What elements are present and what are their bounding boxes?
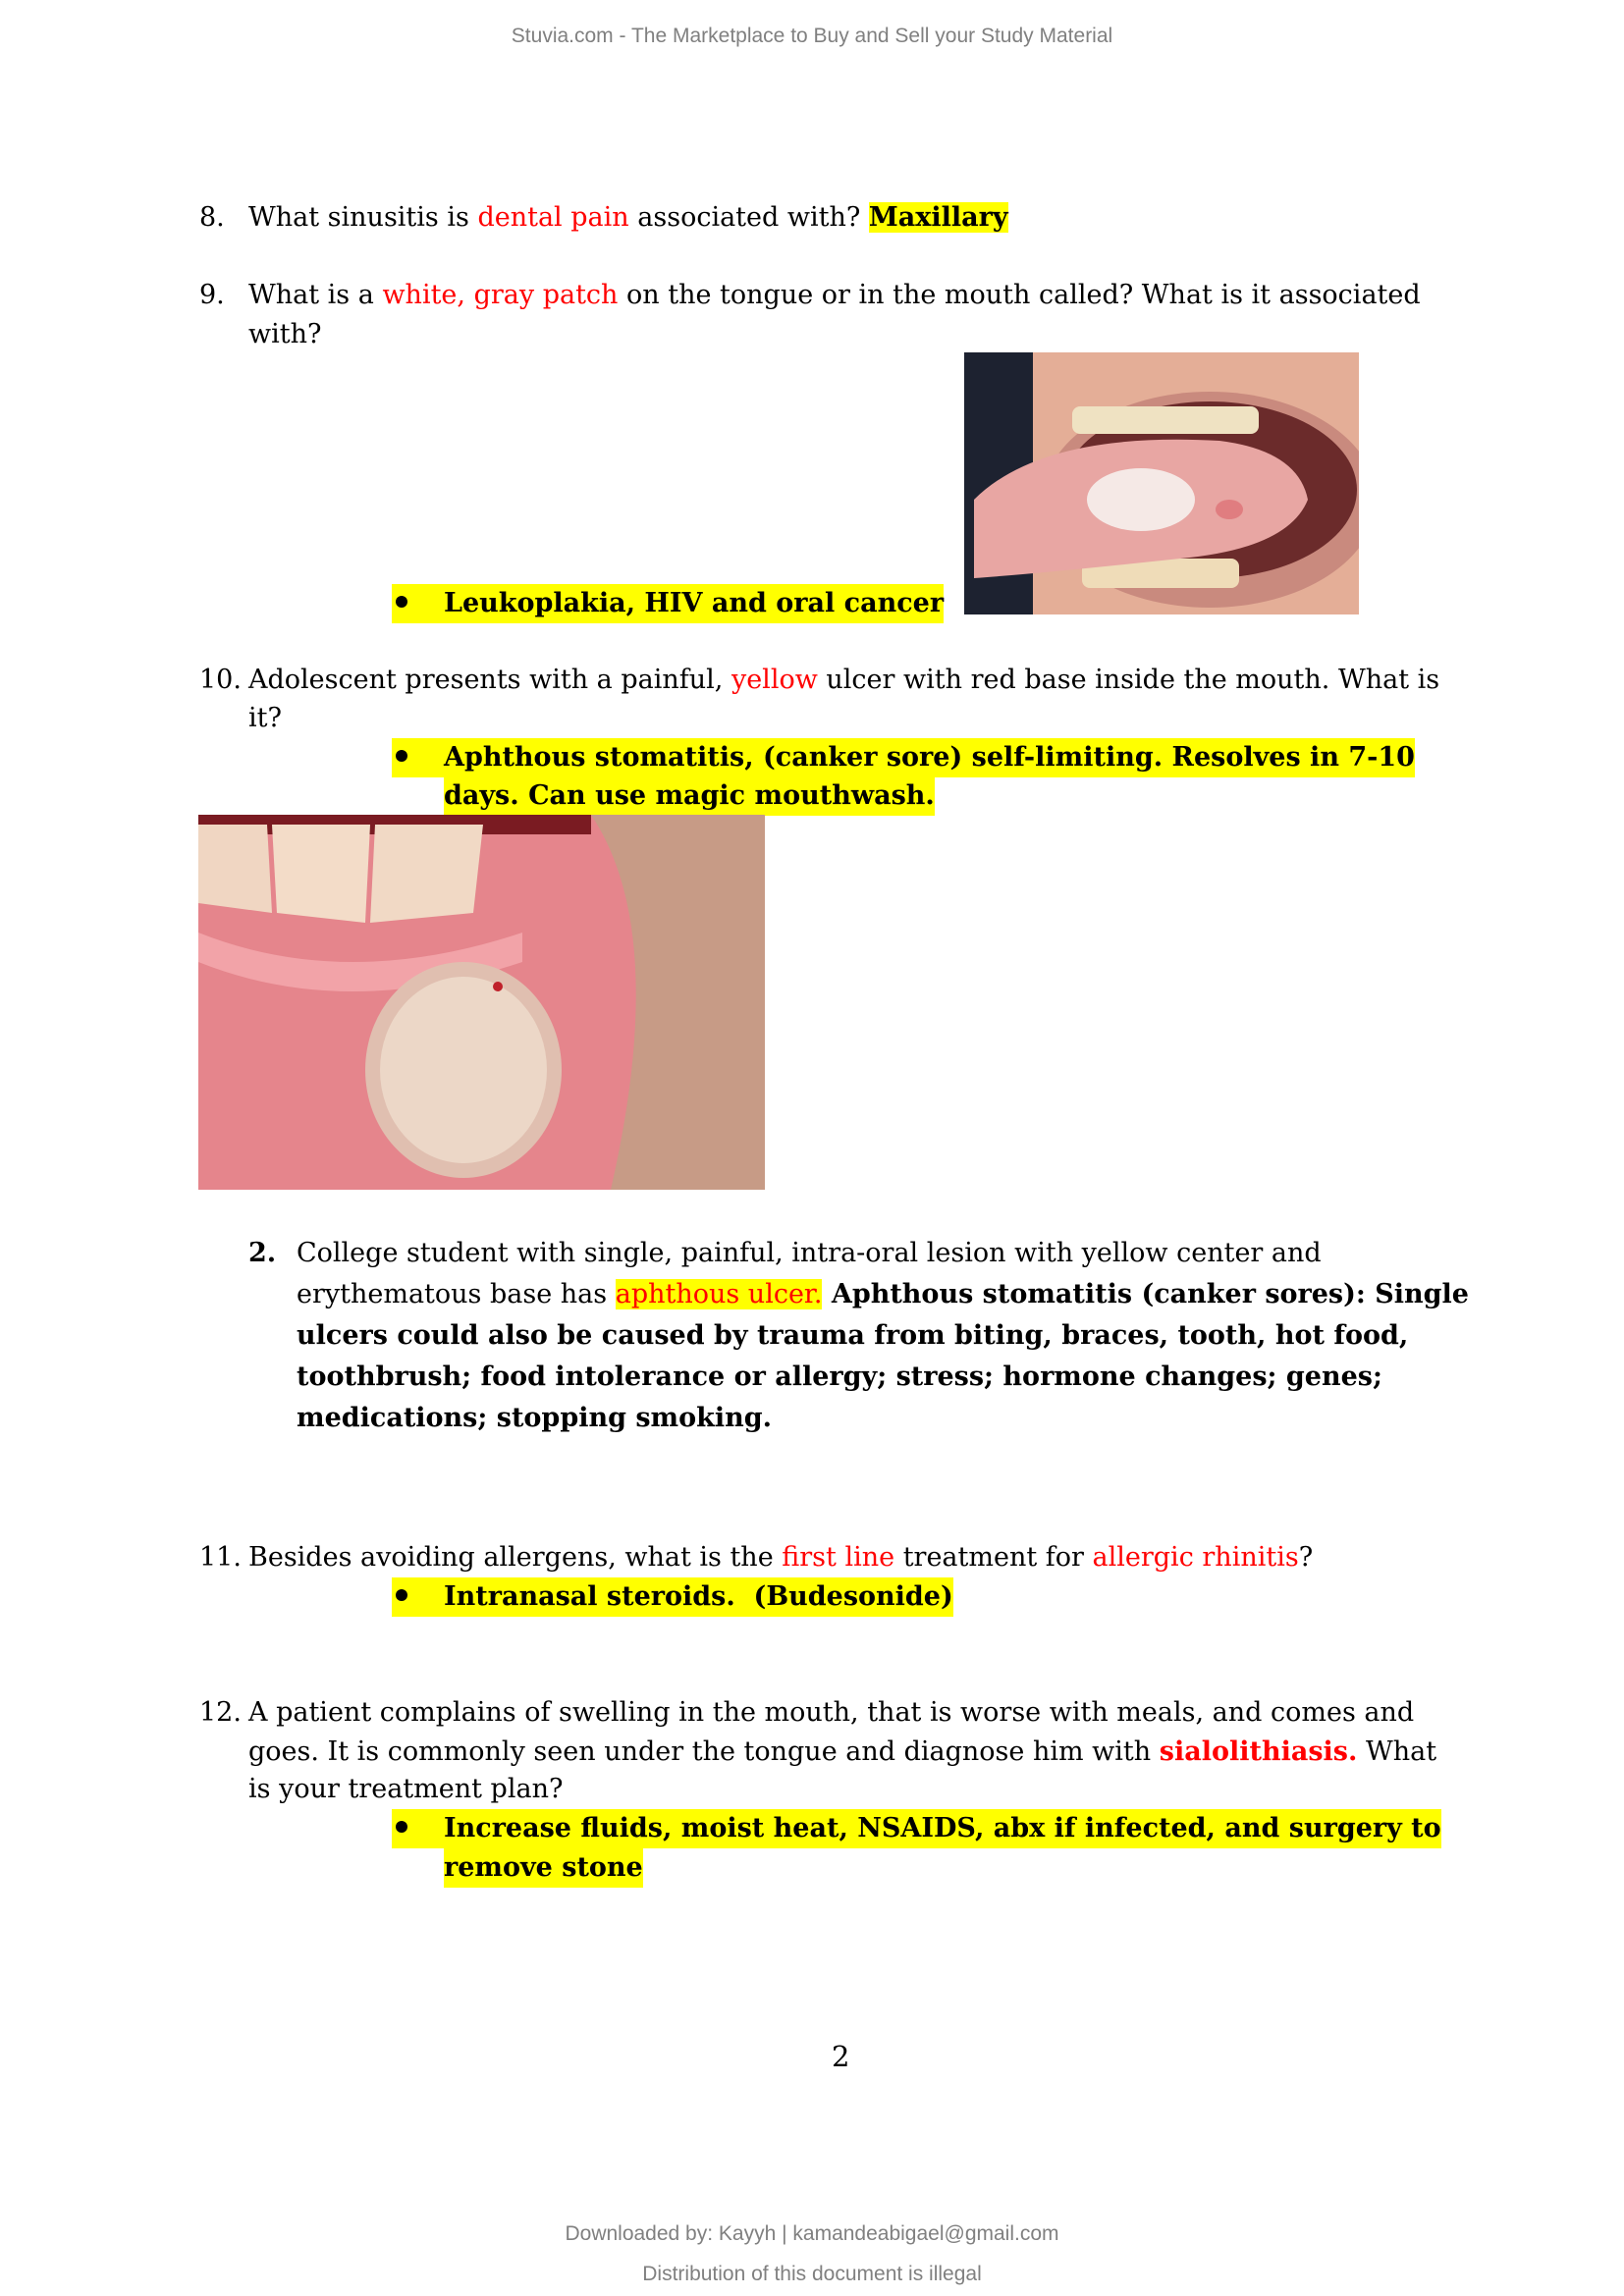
answer-11: Intranasal steroids. (Budesonide) [444, 1577, 953, 1617]
bullet-icon [396, 596, 407, 608]
bullet-icon [396, 1589, 407, 1601]
question-number: 8. [199, 202, 225, 233]
keyword: sialolithiasis. [1159, 1736, 1358, 1767]
bullet-icon [396, 750, 407, 762]
question-8 [248, 198, 1008, 238]
answer: Maxillary [868, 202, 1008, 233]
question-10-line2: it? [248, 703, 282, 733]
question-10 [248, 661, 1439, 700]
question-11 [248, 1538, 1313, 1577]
answer: Aphthous stomatitis (canker sores): Single [822, 1279, 1469, 1309]
question-text: on the tongue or in the mouth called? What is it associated [618, 280, 1421, 310]
answer-10-line1: Aphthous stomatitis, (canker sore) self-limiting. Resolves in 7-10 [444, 738, 1415, 777]
tongue-image-icon [964, 352, 1359, 614]
question-text: associated with? [628, 202, 869, 233]
page-header: Stuvia.com - The Marketplace to Buy and Sell your Study Material [511, 25, 1113, 47]
bullet [392, 1809, 444, 1848]
footer-download-info: Downloaded by: Kayyh | kamandeabigael@gmail.com [565, 2222, 1059, 2245]
keyword: first line [782, 1542, 895, 1573]
answer-9: Leukoplakia, HIV and oral cancer [444, 584, 944, 623]
question-text: What is a [248, 280, 383, 310]
question-2-line1: College student with single, painful, intra-oral lesion with yellow center and [297, 1238, 1322, 1268]
tongue-leukoplakia-photo [964, 352, 1359, 614]
bullet [392, 738, 444, 777]
question-text: ? [1298, 1542, 1314, 1573]
aphthous-ulcer-photo [198, 815, 765, 1190]
page-number: 2 [832, 2040, 850, 2073]
footer-distribution-notice: Distribution of this document is illegal [642, 2263, 982, 2285]
question-number: 9. [199, 280, 225, 310]
question-number: 12. [199, 1697, 242, 1728]
question-text: goes. It is commonly seen under the tongue and diagnose him with [248, 1736, 1160, 1767]
answer-12-line2: remove stone [444, 1848, 643, 1888]
question-9-line2: with? [248, 319, 322, 349]
question-text: Adolescent presents with a painful, [248, 665, 731, 695]
answer-2-line5: medications; stopping smoking. [297, 1403, 773, 1433]
question-number: 2. [248, 1238, 277, 1268]
keyword: white, gray patch [382, 280, 619, 310]
question-9 [248, 276, 1421, 315]
question-text: What [1357, 1736, 1437, 1767]
ulcer-image-icon [198, 815, 765, 1190]
keyword: yellow [731, 665, 818, 695]
question-2-line2 [297, 1275, 1469, 1314]
question-12-line1: A patient complains of swelling in the mouth, that is worse with meals, and comes and [248, 1697, 1415, 1728]
answer-2-line4: toothbrush; food intolerance or allergy; stress; hormone changes; genes; [297, 1362, 1382, 1392]
question-12-line3: is your treatment plan? [248, 1774, 564, 1804]
bullet [392, 1577, 444, 1617]
keyword: aphthous ulcer. [615, 1279, 823, 1309]
keyword: dental pain [477, 202, 629, 233]
question-text: What sinusitis is [248, 202, 478, 233]
bullet [392, 584, 444, 623]
question-text: treatment for [894, 1542, 1093, 1573]
question-12-line2 [248, 1733, 1436, 1772]
answer-10-line2: days. Can use magic mouthwash. [444, 776, 935, 816]
bullet-icon [396, 1821, 407, 1833]
question-number: 11. [199, 1542, 242, 1573]
question-text: ulcer with red base inside the mouth. What is [817, 665, 1440, 695]
answer-2-line3: ulcers could also be caused by trauma from biting, braces, tooth, hot food, [297, 1320, 1409, 1351]
answer-12-line1: Increase fluids, moist heat, NSAIDS, abx if infected, and surgery to [444, 1809, 1441, 1848]
question-text: Besides avoiding allergens, what is the [248, 1542, 783, 1573]
question-number: 10. [199, 665, 242, 695]
keyword: allergic rhinitis [1092, 1542, 1299, 1573]
question-text: erythematous base has [297, 1279, 616, 1309]
